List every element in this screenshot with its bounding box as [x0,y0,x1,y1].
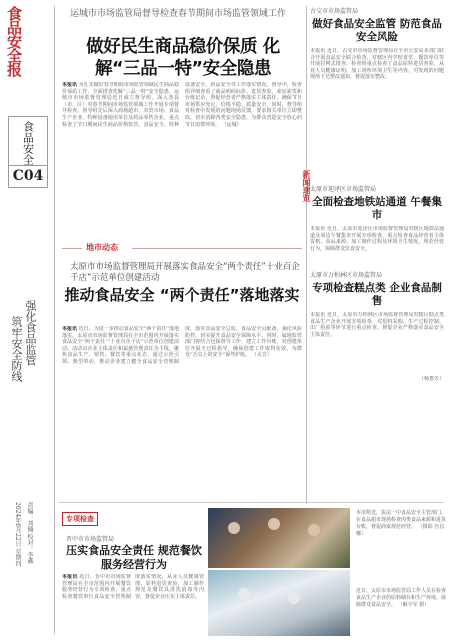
right-article-1 [310,8,444,168]
banner-rule [62,248,82,249]
divider [58,502,444,503]
news-brief-label: 新闻速览 [302,170,311,202]
caption-credit: （解宇军 摄） [397,602,430,608]
section-name: 食品安全 [21,120,35,165]
bottom-article-kicker: 晋中市市场监管局 [66,536,115,543]
article-source: （杨惠芳） [418,376,444,382]
article-headline: 做好食品安全监管 防范食品安全风险 [312,18,442,43]
article-kicker: 古交市市场监管局 [310,8,359,15]
mid-article-headline: 推动食品安全 “两个责任”落地落实 [64,286,300,304]
masthead-title: 食品安全报 [5,6,23,76]
article-source: （运城） [221,121,242,128]
caption-credit: （摄影 宫昌娜） [356,524,445,537]
article-headline: 全面检查地铁站通道 午餐集市 [312,196,442,221]
editor-line: 责编：刘楠 校对：李鑫 [26,502,33,564]
bottom-article-body [62,574,204,636]
person [308,524,320,536]
bottom-banner [62,506,98,526]
top-article-headline: 做好民生商品稳价保质 化解“三品一特”安全隐患 [86,37,280,79]
article-source: （太宣） [251,352,272,359]
body-text: 为扎实做好春节期间市场监管领域民生商品稳价保质工作，全面排查化解“三品一特”安全隐患，运城市市场监督管理局近日成立督导组，深入各县（市、区）对春节期间市场监管领域工作开展专项督导检查。督导组先后深入商场超市、农贸市场、食品生产企业、特种设备使用单位及药品零售企业，重点检查了节日期间民生商品价格监管、食品安全、特种设备安全、药品安全等工作落实情况。督导中，检查组详细查看了商品明码标价、进货查验、索证索票和台账记录，督促经营者严格落实主体责任，确保节日市场供应充足、价格平稳、质量安全。同时，督导组对检查中发现的问题现场反馈，要求相关单位立即整改，切实消除各类安全隐患，为群众营造安全放心的节日消费环境。 [62,82,302,128]
page-number: C04 [9,165,47,186]
section-banner [62,240,302,258]
mid-article-body [62,326,302,498]
masthead [6,6,48,118]
body-lead: 本报讯 [62,326,78,332]
date-line: 2024年6月22日 星期四 [14,502,21,567]
mid-article-kicker: 太原市市场监督管理局开展落实食品安全“两个责任”十业百企千店”示范单位创建活动 [70,262,300,283]
person [228,522,240,534]
slogan-line-2: 筑牢安全防线 [10,316,23,382]
article-body: 本报讯 近日，太原市万柏林区市场监督管理局对辖区糕点类食品生产企业开展专项检查，对原料采购、生产过程控制、出厂检验等环节进行重点检查，督促企业严格落实食品安全主体责任。 [310,312,444,338]
photo-caption-1 [356,510,446,538]
article-kicker: 太原市迎泽区市场监管局 [310,186,377,193]
bottom-article-headline: 压实食品安全责任 规范餐饮服务经营行为 [66,544,202,571]
photo-caption-2 [356,588,446,609]
article-body: 本报讯 近日，太原市迎泽区市场监督管理局对辖区地铁站通道及周边午餐集市开展专项检查，重点检查食品经营者主体资格、食品来源、加工制作过程及环境卫生情况，规范经营行为，保障群众饮食安全。 [310,226,444,252]
banner-rule [132,248,302,249]
slogan-line-1: 强化食品监管 [24,300,37,366]
article-kicker: 太原市万柏林区市场监管局 [310,272,383,279]
person [238,588,250,600]
divider [54,6,55,634]
top-article-kicker: 运城市市场监管局督导检查春节期间市场监管领域工作 [70,9,287,19]
section-box [8,116,48,188]
article-body: 本报讯 近日，古交市市场监督管理局在全市公安局多部门联合开展食品安全联合检查，对辖区内学校食堂、餐饮单位等开展拉网式排查。检查组重点检查了食品原料进货查验、从业人员健康证明、加工场所环境卫生等内容。对发现的问题现场下达整改通知，督促落实整改。 [310,48,444,81]
publication-info [6,502,46,632]
body-lead: 本报讯 [62,82,78,88]
body-text: 近日，为进一步推动食品安全“两个责任”落地落实，太原市市场监督管理局在全市范围内开展落实食品安全“两个责任”“十业百企千店”示范单位创建活动。活动以企业主体责任和属地管理责任为主线，聚焦食品生产、销售、餐饮等重点业态，通过示范引领、典型带动，推动企业建立健全食品安全管理制度，落实食品安全总监、食品安全员配备，强化风险防控，切实提升食品安全保障水平。同时，属地监管部门将结合包保督导工作，建立工作台账，对创建单位开展全过程指导，确保创建工作取得实效，为群众“舌尖上的安全”保驾护航。 [62,326,302,365]
body-lead: 本报讯 [62,574,78,580]
person [268,518,280,530]
factory-inspection-photo [208,570,350,636]
right-article-2 [310,186,444,284]
article-headline: 专项检查糕点类 企业食品制售 [312,282,442,307]
top-article-body [62,82,302,234]
left-slogan [6,300,46,410]
right-article-3 [310,272,444,383]
market-inspection-photo [208,508,350,568]
caption-text: 本市附近，执法一中食品安全主管部门，在食品超市现场检查肉类食品来源和进货台账，督促商家规范经营。 [356,510,447,530]
caption-text: 近日，太原市市场监管局工作人员在检查食品生产企业的原料储存和生产环境，保障群众食品安全。 [356,588,447,608]
banner-label: 地市动态 [86,243,118,252]
section-tag: 专项检查 [62,512,98,526]
divider [306,6,307,504]
person [288,592,300,604]
body-text: 近日，晋中市市场监督管理局在全市范围内开展餐饮服务经营行为专项检查，重点检查餐饮单位食品安全管理制度落实情况、从业人员健康管理、原料进货查验、加工制作规范及餐饮具清洗消毒等内容，督促企业压实主体责任。 [62,574,204,600]
